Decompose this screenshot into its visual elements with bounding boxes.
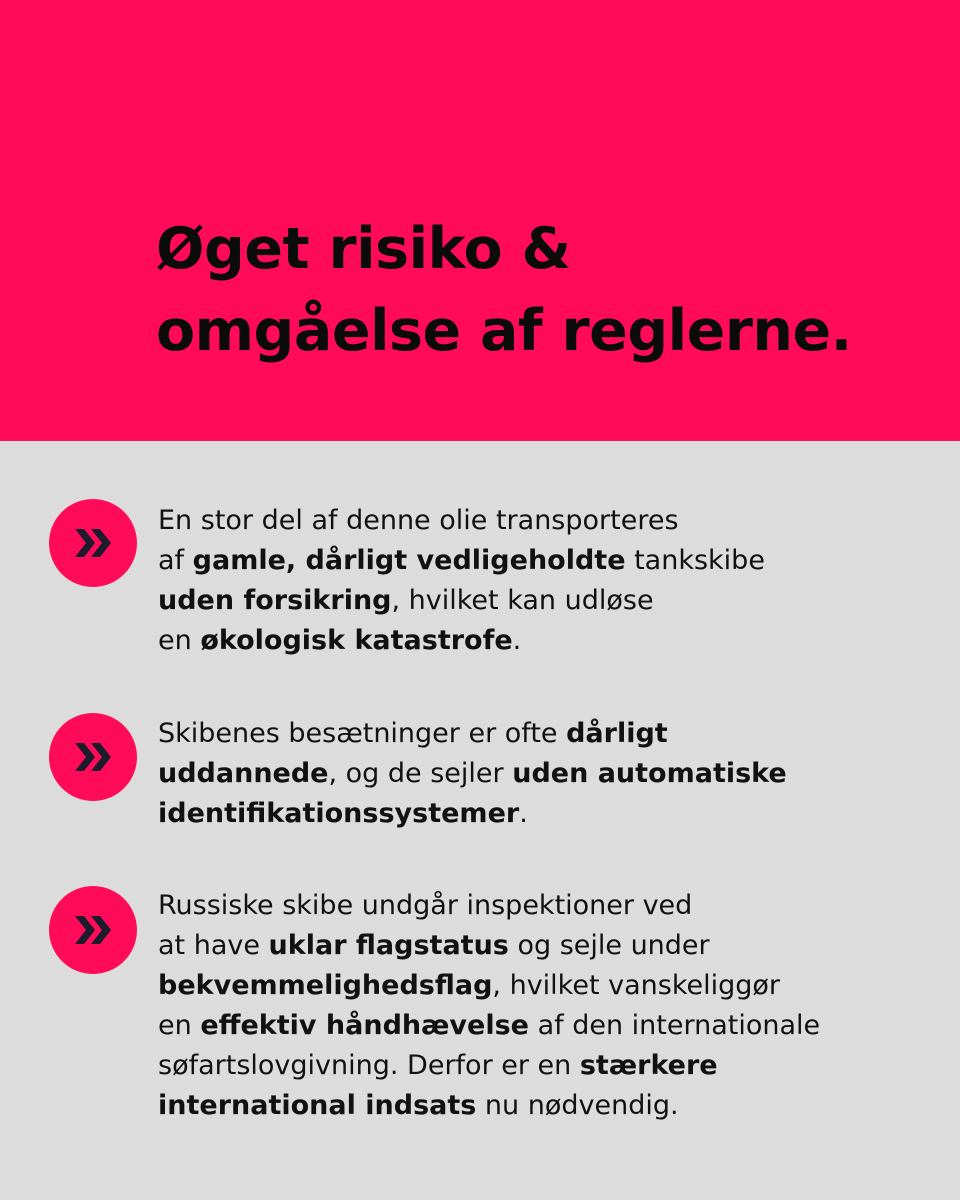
bold-text: uddannede <box>158 758 329 789</box>
text-line <box>158 926 948 966</box>
text-run: , og de sejler <box>328 758 513 789</box>
text-run: Skibenes besætninger er ofte <box>158 718 567 749</box>
text-run: af <box>158 545 193 576</box>
text-run: nu nødvendig. <box>476 1090 679 1121</box>
bold-text: uden forsikring <box>158 585 392 616</box>
text-line <box>158 1086 948 1126</box>
title-line-2: omgåelse af reglerne. <box>156 298 852 364</box>
text-run: en <box>158 625 201 656</box>
text-run: Russiske skibe undgår inspektioner ved <box>158 890 693 921</box>
bullet-text-3 <box>158 886 948 1126</box>
text-line <box>158 1046 948 1086</box>
text-run: at have <box>158 930 269 961</box>
bold-text: uklar flagstatus <box>268 930 509 961</box>
text-run: , hvilket vanskeliggør <box>492 970 781 1001</box>
text-line <box>158 886 948 926</box>
text-run: . <box>519 798 528 829</box>
title-line-1: Øget risiko & <box>156 216 571 282</box>
double-chevron-right-icon <box>49 499 137 587</box>
bold-text: identifikationssystemer <box>158 798 520 829</box>
text-run: en <box>158 1010 201 1041</box>
text-line <box>158 966 948 1006</box>
bold-text: bekvemmelighedsflag <box>158 970 493 1001</box>
bold-text: international indsats <box>158 1090 477 1121</box>
text-line <box>158 581 948 621</box>
double-chevron-right-icon <box>49 713 137 801</box>
double-chevron-right-icon <box>49 886 137 974</box>
bullet-text-2 <box>158 714 948 834</box>
bold-text: effektiv håndhævelse <box>200 1010 529 1041</box>
text-run: tankskibe <box>625 545 765 576</box>
text-line <box>158 754 948 794</box>
text-line <box>158 1006 948 1046</box>
bold-text: uden automatiske <box>512 758 787 789</box>
bold-text: stærkere <box>579 1050 718 1081</box>
page-title <box>156 208 852 372</box>
header-banner <box>0 0 960 441</box>
text-run: af den internationale <box>528 1010 821 1041</box>
bullet-text-1 <box>158 501 948 661</box>
text-line <box>158 714 948 754</box>
bullet-list <box>0 441 960 1200</box>
bold-text: gamle, dårligt vedligeholdte <box>192 545 626 576</box>
bold-text: dårligt <box>566 718 668 749</box>
text-line <box>158 621 948 661</box>
text-run: , hvilket kan udløse <box>391 585 654 616</box>
text-line <box>158 794 948 834</box>
text-run: søfartslovgivning. Derfor er en <box>158 1050 580 1081</box>
text-run: En stor del af denne olie transporteres <box>158 505 679 536</box>
text-run: . <box>512 625 522 656</box>
text-run: og sejle under <box>508 930 710 961</box>
bold-text: økologisk katastrofe <box>200 625 513 656</box>
text-line <box>158 541 948 581</box>
text-line <box>158 501 948 541</box>
